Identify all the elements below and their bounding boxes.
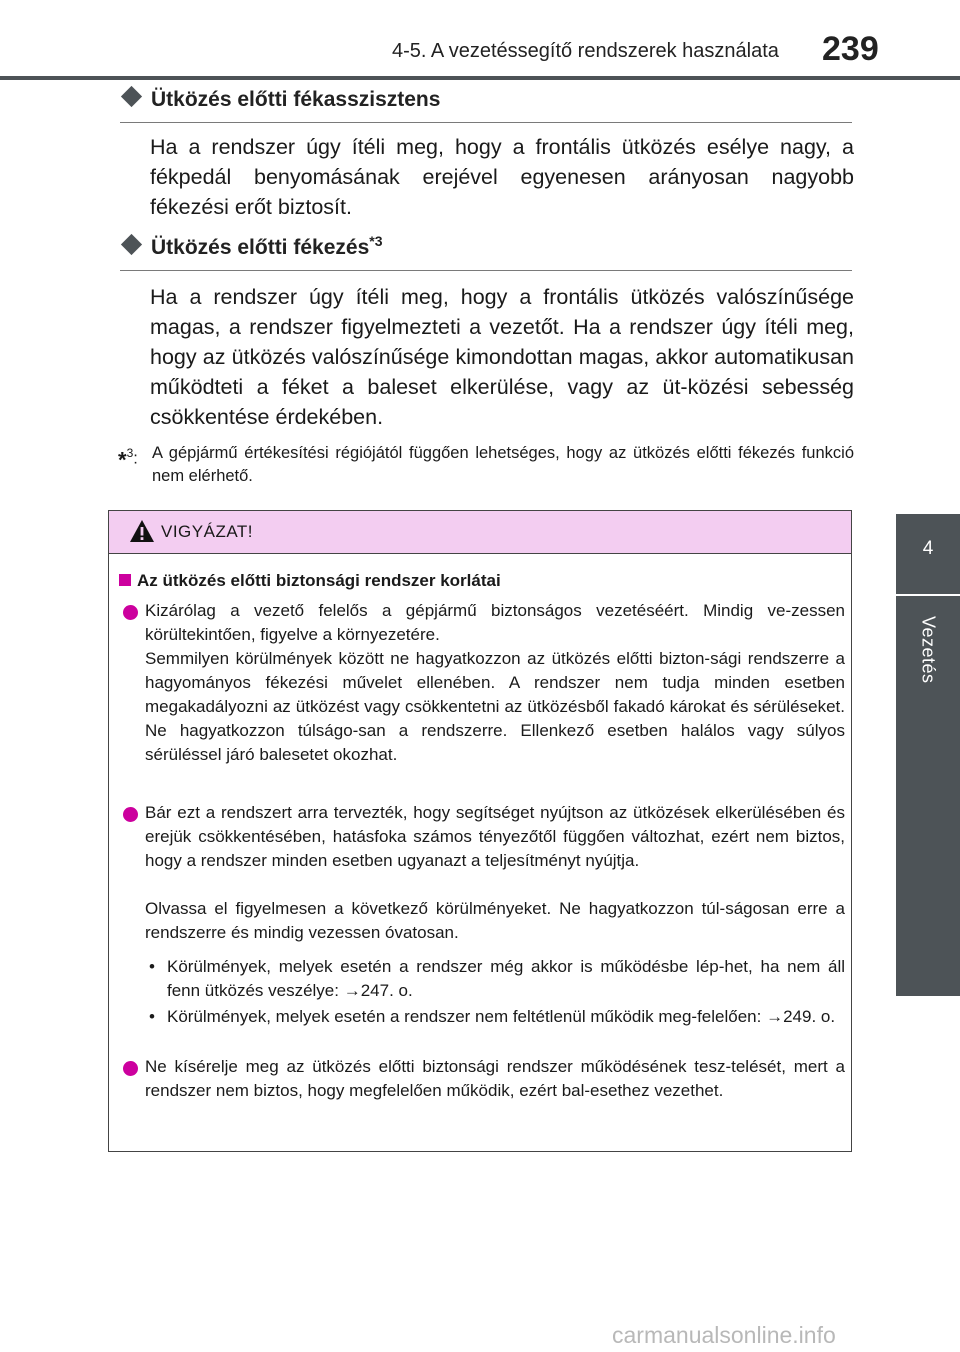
heading-footnote-ref: *3 bbox=[369, 233, 383, 249]
header-section-title: 4-5. A vezetéssegítő rendszerek használata bbox=[392, 40, 779, 62]
warning-box bbox=[108, 510, 852, 1152]
warning-paragraph: Semmilyen körülmények között ne hagyatkozzon az ütközés előtti bizton-sági rendszerre a hagyományos fékezési művelet ellenében. A rendszer nem tudja minden esetben megakadályozni az ütközést vagy csökkentetni az ütközésből fakadó károkat és sérüléseket. Ne hagyatkozzon túlságo-san a rendszerre. Ellenkező esetben halálos vagy súlyos sérüléssel járó balesetet okozhat. bbox=[145, 649, 845, 764]
footnote-text: A gépjármű értékesítési régiójától függően lehetséges, hogy az ütközés előtti fékezés funkció nem elérhető. bbox=[152, 444, 854, 485]
bullet-dot-icon bbox=[123, 1061, 138, 1076]
warning-sub-bullet: Körülmények, melyek esetén a rendszer nem feltétlenül működik meg-felelően: →249. o. bbox=[167, 1007, 836, 1026]
warning-title: VIGYÁZAT! bbox=[161, 522, 254, 541]
footnote-marker: *$^3$: bbox=[118, 446, 138, 473]
warning-paragraph: Olvassa el figyelmesen a következő körülményeket. Ne hagyatkozzon túl-ságosan erre a rendszerre és mindig vezessen óvatosan. bbox=[145, 899, 845, 942]
page-number: 239 bbox=[822, 30, 879, 68]
sub-bullet-dot: • bbox=[149, 957, 155, 976]
diamond-bullet-icon bbox=[121, 234, 142, 255]
watermark: carmanualsonline.info bbox=[612, 1322, 836, 1348]
header-rule bbox=[0, 76, 960, 80]
warning-sub-bullet: Körülmények, melyek esetén a rendszer még akkor is működésbe lép-het, ha nem áll fenn ütközés veszélye: →247. o. bbox=[167, 957, 845, 1000]
warning-paragraph: Bár ezt a rendszert arra tervezték, hogy segítséget nyújtson az ütközések elkerülésében és erejük csökkentésében, hatásfoka számos tényezőtől függően változhat, ezért nem biztos, hogy a rendszer minden esetben ugyanazt a teljesítményt nyújtja. bbox=[145, 803, 845, 870]
chapter-label: Vezetés bbox=[918, 616, 939, 684]
warning-header bbox=[109, 511, 851, 554]
bullet-dot-icon bbox=[123, 807, 138, 822]
section-body-brake-assist: Ha a rendszer úgy ítéli meg, hogy a frontális ütközés esélye nagy, a fékpedál benyomásának erejével egyenesen arányosan nagyobb fékezési erőt biztosít. bbox=[150, 135, 854, 219]
section-heading-pre-collision-braking: Ütközés előtti fékezés$^{*3}$ bbox=[120, 236, 852, 271]
square-bullet-icon bbox=[119, 574, 131, 586]
section-heading-brake-assist: Ütközés előtti fékasszisztens bbox=[120, 88, 852, 123]
chapter-number-tab bbox=[896, 514, 960, 594]
warning-triangle-icon bbox=[129, 519, 155, 543]
warning-paragraph: Kizárólag a vezető felelős a gépjármű biztonságos vezetéséért. Mindig ve-zessen körültekintően, figyelve a környezetére. bbox=[145, 601, 845, 644]
chapter-number: 4 bbox=[922, 538, 934, 559]
warning-paragraph: Ne kísérelje meg az ütközés előtti biztonsági rendszer működésének tesz-telését, mert a rendszer nem biztos, hogy megfelelően működik, ezért bal-esethez vezethet. bbox=[145, 1057, 845, 1100]
section-body-pre-collision-braking: Ha a rendszer úgy ítéli meg, hogy a frontális ütközés valószínűsége magas, a rendszer figyelmezteti a vezetőt. Ha a rendszer úgy ítéli meg, hogy az ütközés valószínűsége kimondottan magas, akkor automatikusan működteti a féket a baleset elkerülése, vagy az üt-közési sebesség csökkentése érdekében. bbox=[150, 285, 854, 429]
diamond-bullet-icon bbox=[121, 86, 142, 107]
footnote bbox=[118, 442, 854, 488]
warning-subheading: Az ütközés előtti biztonsági rendszer korlátai bbox=[119, 571, 501, 591]
chapter-label-tab bbox=[896, 596, 960, 996]
sub-bullet-dot: • bbox=[149, 1007, 155, 1026]
bullet-dot-icon bbox=[123, 605, 138, 620]
